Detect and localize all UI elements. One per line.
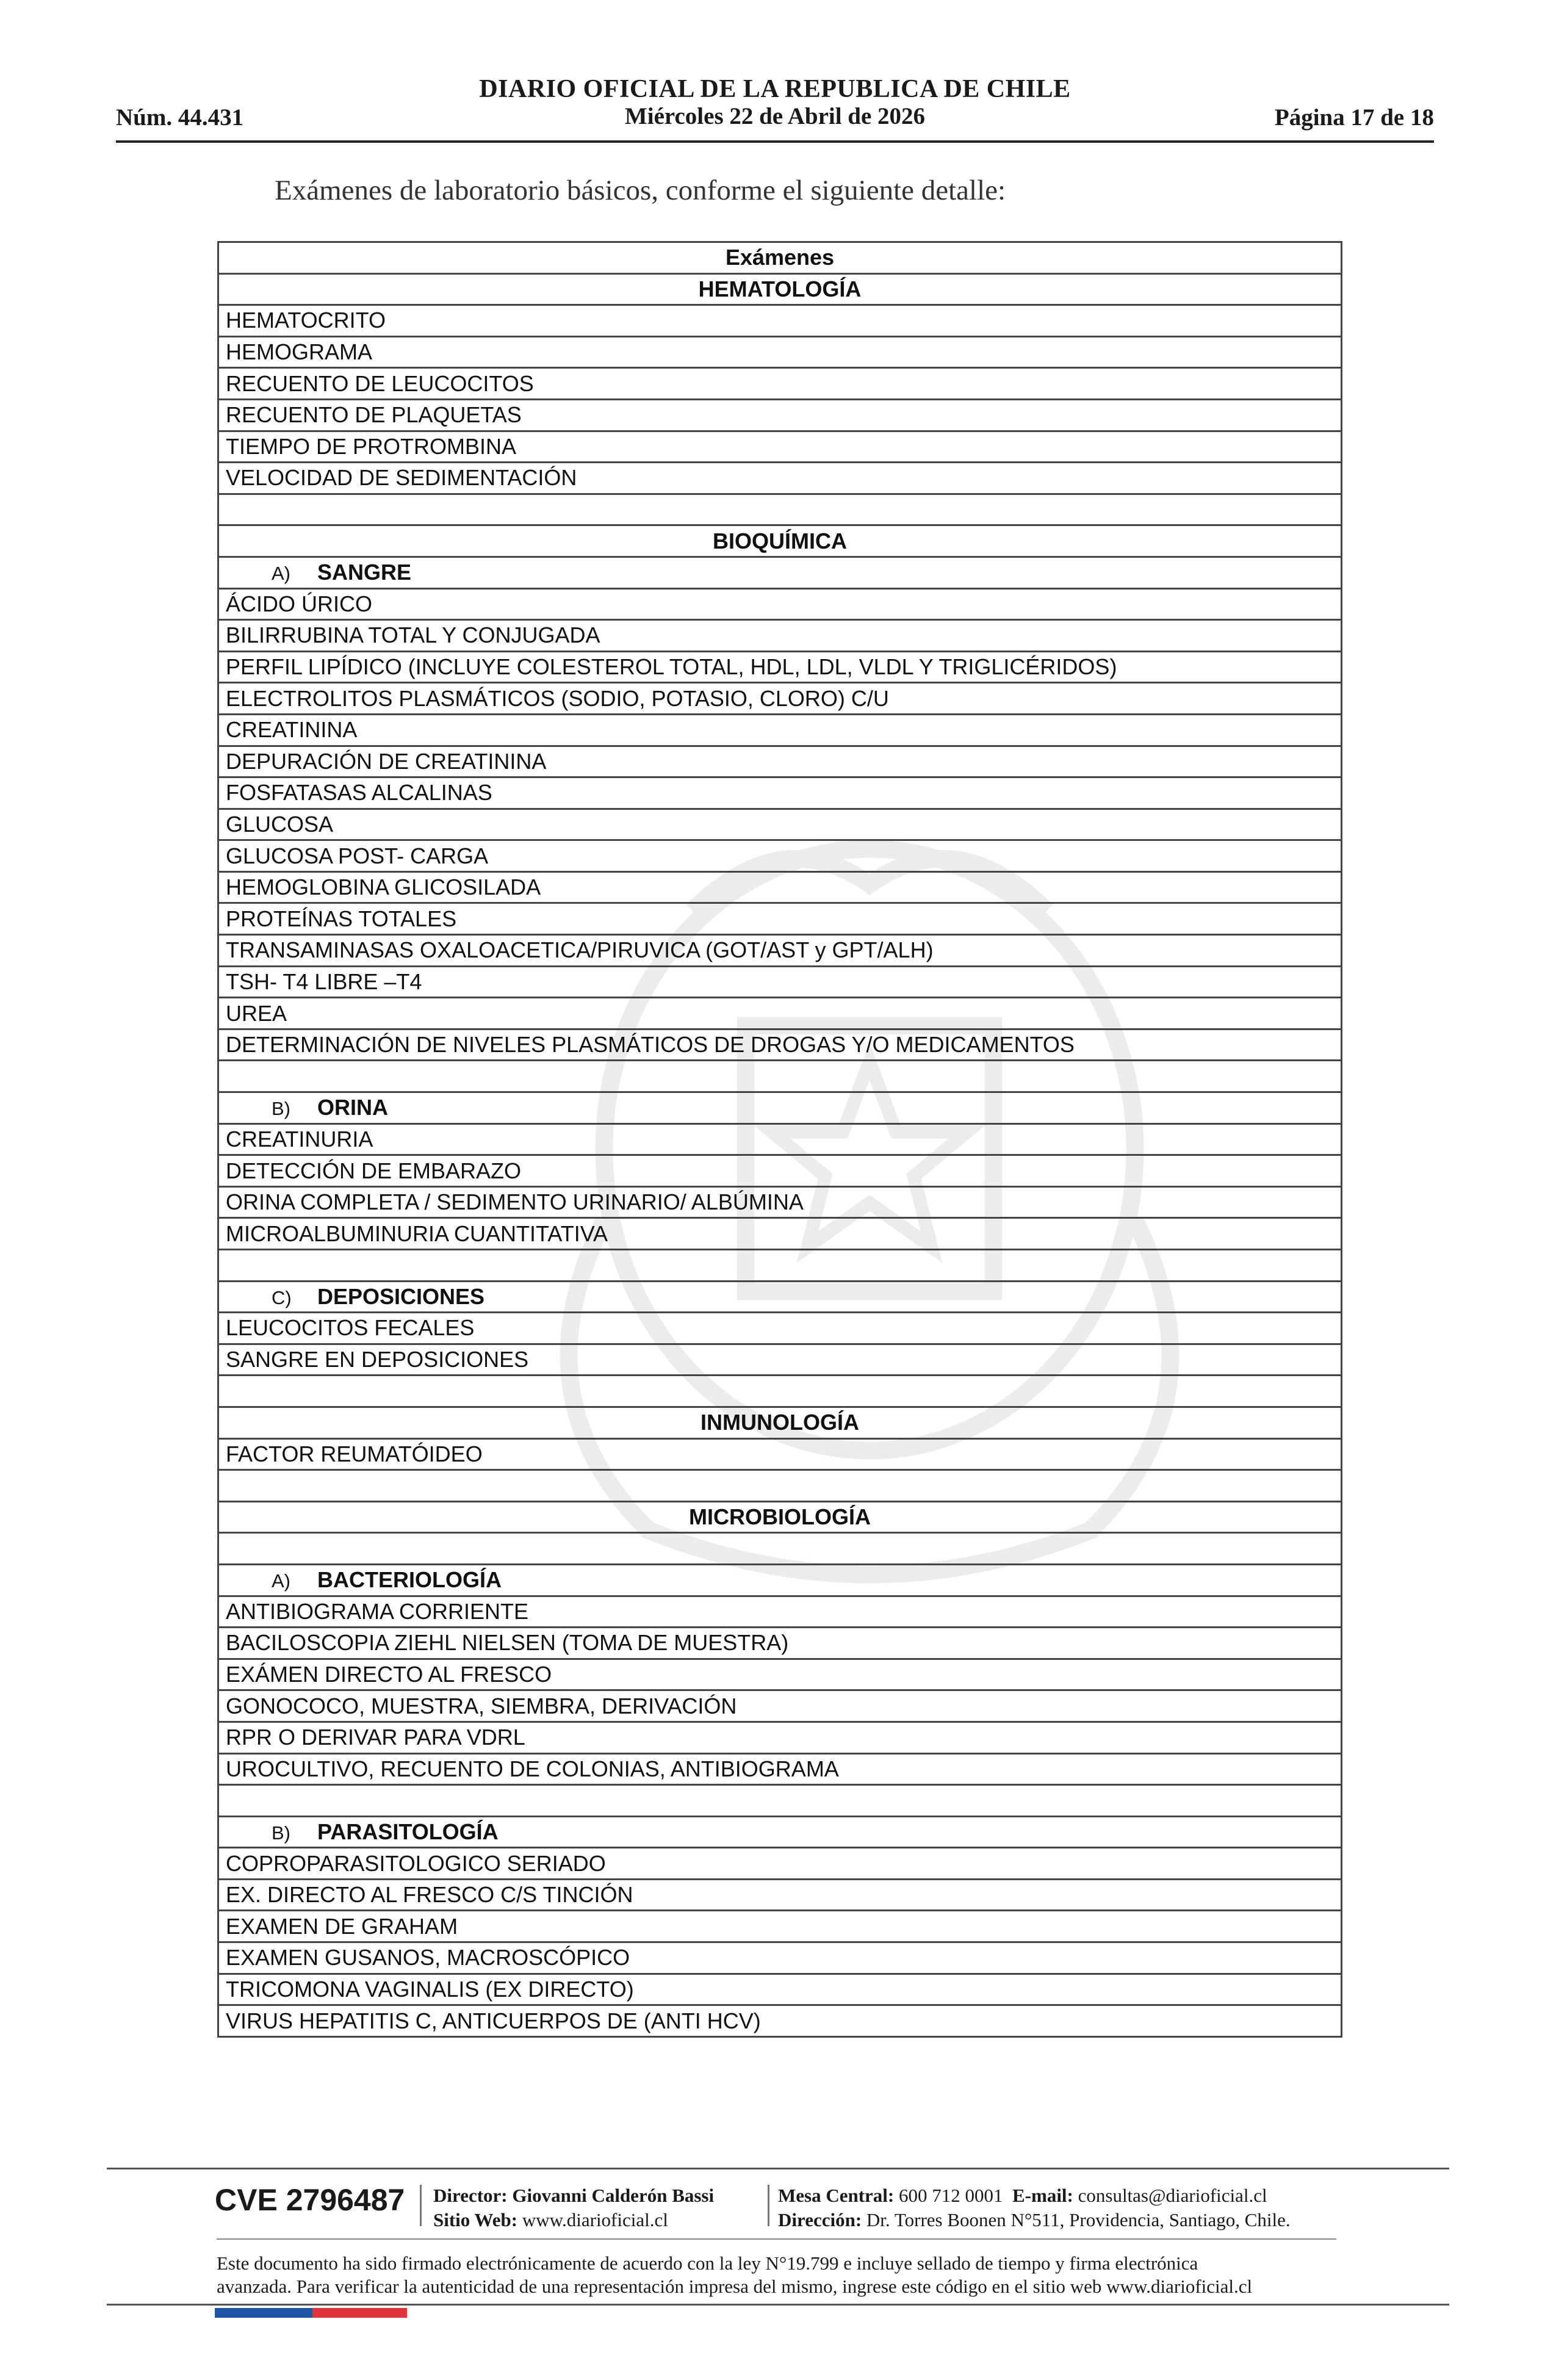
table-row: [218, 588, 1342, 620]
address-label: Dirección:: [778, 2209, 862, 2230]
header-divider: [116, 140, 1434, 143]
subsection-row: [218, 1816, 1342, 1848]
blank-cell: [218, 1470, 1342, 1502]
subsection-cell: [218, 1816, 1342, 1848]
exam-item: FACTOR REUMATÓIDEO: [218, 1438, 1342, 1470]
table-row: [218, 935, 1342, 967]
table-row: [218, 1344, 1342, 1376]
exam-item: VIRUS HEPATITIS C, ANTICUERPOS DE (ANTI HCV): [218, 2005, 1342, 2037]
exam-item: ANTIBIOGRAMA CORRIENTE: [218, 1596, 1342, 1628]
publication-title: DIARIO OFICIAL DE LA REPUBLICA DE CHILE: [479, 75, 1071, 103]
table-row: [218, 871, 1342, 903]
section-row: [218, 273, 1342, 305]
blank-cell: [218, 1250, 1342, 1282]
blank-row: [218, 1061, 1342, 1092]
subsection-title: ORINA: [317, 1095, 388, 1120]
section-heading: INMUNOLOGÍA: [218, 1407, 1342, 1438]
section-heading: BIOQUÍMICA: [218, 525, 1342, 557]
table-row: [218, 746, 1342, 777]
section-heading: MICROBIOLOGÍA: [218, 1501, 1342, 1533]
exam-item: MICROALBUMINURIA CUANTITATIVA: [218, 1218, 1342, 1250]
table-row: [218, 1974, 1342, 2005]
email-label: E-mail:: [1012, 2185, 1073, 2206]
exam-item: VELOCIDAD DE SEDIMENTACIÓN: [218, 463, 1342, 494]
table-row: [218, 651, 1342, 683]
exam-item: DETERMINACIÓN DE NIVELES PLASMÁTICOS DE DROGAS Y/O MEDICAMENTOS: [218, 1029, 1342, 1061]
table-row: [218, 1942, 1342, 1974]
table-row: [218, 1690, 1342, 1722]
exam-item: BILIRRUBINA TOTAL Y CONJUGADA: [218, 620, 1342, 652]
contact-block: [778, 2183, 1291, 2232]
cve-code: CVE 2796487: [215, 2183, 405, 2217]
footer-separator: [420, 2185, 422, 2226]
table-row: [218, 809, 1342, 840]
table-row: [218, 1438, 1342, 1470]
exam-item: GLUCOSA: [218, 809, 1342, 840]
table-row: [218, 1218, 1342, 1250]
subsection-letter: C): [272, 1286, 292, 1308]
table-row: [218, 683, 1342, 715]
publication-date: Miércoles 22 de Abril de 2026: [624, 103, 926, 129]
table-row: [218, 336, 1342, 368]
subsection-row: [218, 557, 1342, 588]
exam-item: LEUCOCITOS FECALES: [218, 1313, 1342, 1344]
table-row: [218, 1155, 1342, 1187]
table-row: [218, 1753, 1342, 1785]
table-row: [218, 2005, 1342, 2037]
table-header-cell: Exámenes: [218, 242, 1342, 274]
subsection-letter: A): [272, 1570, 290, 1592]
table-header-row: [218, 242, 1342, 274]
table-row: [218, 903, 1342, 935]
exam-item: FOSFATASAS ALCALINAS: [218, 777, 1342, 809]
subsection-cell: [218, 1281, 1342, 1313]
flag-stripe-red: [312, 2308, 407, 2318]
table-row: [218, 1123, 1342, 1155]
table-row: [218, 714, 1342, 746]
subsection-letter: A): [272, 563, 290, 585]
table-row: [218, 1722, 1342, 1753]
exam-item: RECUENTO DE PLAQUETAS: [218, 399, 1342, 431]
exam-item: TRICOMONA VAGINALIS (EX DIRECTO): [218, 1974, 1342, 2005]
blank-cell: [218, 1061, 1342, 1092]
exam-item: EXÁMEN DIRECTO AL FRESCO: [218, 1659, 1342, 1690]
subsection-title: PARASITOLOGÍA: [317, 1819, 499, 1844]
subsection-title: BACTERIOLOGÍA: [317, 1567, 502, 1593]
section-row: [218, 1407, 1342, 1438]
table-row: [218, 620, 1342, 652]
subsection-cell: [218, 557, 1342, 588]
subsection-letter: B): [272, 1098, 290, 1120]
table-row: [218, 777, 1342, 809]
footer-separator: [768, 2185, 769, 2226]
legal-line: Este documento ha sido firmado electrónicamente de acuerdo con la ley N°19.799 e incluye sellado de tiempo y firma electrónica: [217, 2252, 1198, 2274]
exams-table: [217, 241, 1342, 2038]
table-row: [218, 399, 1342, 431]
blank-row: [218, 1785, 1342, 1817]
exam-item: TRANSAMINASAS OXALOACETICA/PIRUVICA (GOT/AST y GPT/ALH): [218, 935, 1342, 967]
table-row: [218, 1659, 1342, 1690]
table-row: [218, 998, 1342, 1030]
exam-item: ELECTROLITOS PLASMÁTICOS (SODIO, POTASIO, CLORO) C/U: [218, 683, 1342, 715]
table-row: [218, 1911, 1342, 1942]
table-row: [218, 431, 1342, 463]
exam-item: HEMATOCRITO: [218, 305, 1342, 337]
table-row: [218, 966, 1342, 998]
director-label: Director:: [433, 2185, 508, 2206]
address-value: Dr. Torres Boonen N°511, Providencia, Santiago, Chile.: [866, 2209, 1291, 2230]
exam-item: PROTEÍNAS TOTALES: [218, 903, 1342, 935]
footer-divider-middle: [217, 2238, 1336, 2240]
blank-row: [218, 1533, 1342, 1565]
section-row: [218, 1501, 1342, 1533]
exam-item: EXAMEN DE GRAHAM: [218, 1911, 1342, 1942]
footer-divider-top: [107, 2168, 1449, 2169]
phone-label: Mesa Central:: [778, 2185, 895, 2206]
flag-stripe-blue: [215, 2308, 312, 2318]
exam-item: CREATININA: [218, 714, 1342, 746]
exam-item: SANGRE EN DEPOSICIONES: [218, 1344, 1342, 1376]
blank-cell: [218, 494, 1342, 525]
subsection-letter: B): [272, 1822, 290, 1844]
table-row: [218, 1313, 1342, 1344]
exam-item: TSH- T4 LIBRE –T4: [218, 966, 1342, 998]
table-row: [218, 840, 1342, 872]
blank-cell: [218, 1376, 1342, 1407]
table-row: [218, 368, 1342, 400]
subsection-row: [218, 1092, 1342, 1124]
table-row: [218, 1596, 1342, 1628]
exam-item: DETECCIÓN DE EMBARAZO: [218, 1155, 1342, 1187]
exam-item: BACILOSCOPIA ZIEHL NIELSEN (TOMA DE MUESTRA): [218, 1628, 1342, 1659]
subsection-cell: [218, 1092, 1342, 1124]
footer-divider-bottom: [107, 2304, 1449, 2306]
exam-item: HEMOGLOBINA GLICOSILADA: [218, 871, 1342, 903]
subsection-cell: [218, 1564, 1342, 1596]
subsection-title: SANGRE: [317, 560, 412, 585]
page-number: Página 17 de 18: [1274, 104, 1434, 131]
blank-row: [218, 494, 1342, 525]
phone-value: 600 712 0001: [899, 2185, 1003, 2206]
blank-row: [218, 1376, 1342, 1407]
exam-item: UREA: [218, 998, 1342, 1030]
exam-item: UROCULTIVO, RECUENTO DE COLONIAS, ANTIBIOGRAMA: [218, 1753, 1342, 1785]
intro-paragraph: Exámenes de laboratorio básicos, conforme el siguiente detalle:: [275, 175, 1006, 206]
director-block: [433, 2183, 714, 2232]
exam-item: ORINA COMPLETA / SEDIMENTO URINARIO/ ALBÚMINA: [218, 1186, 1342, 1218]
exam-item: EX. DIRECTO AL FRESCO C/S TINCIÓN: [218, 1879, 1342, 1911]
exam-item: GLUCOSA POST- CARGA: [218, 840, 1342, 872]
exam-item: RECUENTO DE LEUCOCITOS: [218, 368, 1342, 400]
page-header: [116, 74, 1434, 148]
exam-item: EXAMEN GUSANOS, MACROSCÓPICO: [218, 1942, 1342, 1974]
section-heading: HEMATOLOGÍA: [218, 273, 1342, 305]
table-row: [218, 1628, 1342, 1659]
blank-cell: [218, 1533, 1342, 1565]
exam-item: CREATINURIA: [218, 1123, 1342, 1155]
exam-item: ÁCIDO ÚRICO: [218, 588, 1342, 620]
section-row: [218, 525, 1342, 557]
blank-row: [218, 1470, 1342, 1502]
email-link[interactable]: consultas@diarioficial.cl: [1078, 2185, 1267, 2206]
exam-item: HEMOGRAMA: [218, 336, 1342, 368]
table-row: [218, 1879, 1342, 1911]
website-label: Sitio Web:: [433, 2209, 518, 2230]
director-name: Giovanni Calderón Bassi: [512, 2185, 715, 2206]
legal-line: avanzada. Para verificar la autenticidad de una representación impresa del mismo, ingrese este código en el sitio web www.diarioficial.cl: [217, 2276, 1253, 2297]
table-row: [218, 1186, 1342, 1218]
subsection-row: [218, 1564, 1342, 1596]
blank-row: [218, 1250, 1342, 1282]
blank-cell: [218, 1785, 1342, 1817]
table-row: [218, 463, 1342, 494]
exam-item: COPROPARASITOLOGICO SERIADO: [218, 1848, 1342, 1880]
website-link[interactable]: www.diarioficial.cl: [522, 2209, 668, 2230]
exam-item: DEPURACIÓN DE CREATININA: [218, 746, 1342, 777]
subsection-title: DEPOSICIONES: [317, 1283, 485, 1309]
subsection-row: [218, 1281, 1342, 1313]
issue-number: Núm. 44.431: [116, 104, 244, 131]
exam-item: TIEMPO DE PROTROMBINA: [218, 431, 1342, 463]
exam-item: GONOCOCO, MUESTRA, SIEMBRA, DERIVACIÓN: [218, 1690, 1342, 1722]
exam-item: RPR O DERIVAR PARA VDRL: [218, 1722, 1342, 1753]
table-row: [218, 1848, 1342, 1880]
table-row: [218, 1029, 1342, 1061]
table-row: [218, 305, 1342, 337]
exam-item: PERFIL LIPÍDICO (INCLUYE COLESTEROL TOTAL, HDL, LDL, VLDL Y TRIGLICÉRIDOS): [218, 651, 1342, 683]
legal-notice: [217, 2252, 1376, 2298]
